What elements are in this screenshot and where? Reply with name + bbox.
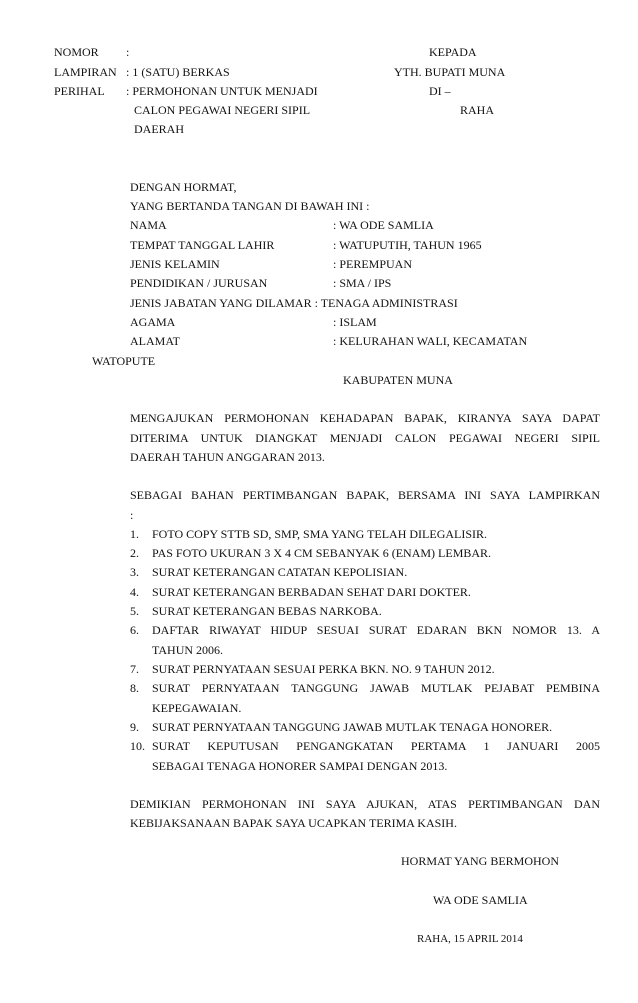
alamat-label: ALAMAT xyxy=(130,334,180,348)
perihal-value: : PERMOHONAN UNTUK MENJADI xyxy=(126,84,318,98)
list-item-continuation: KEPEGAWAIAN. xyxy=(152,701,242,715)
paragraph-request-line3: DAERAH TAHUN ANGGARAN 2013. xyxy=(130,450,325,464)
paragraph-request-line1: MENGAJUKAN PERMOHONAN KEHADAPAN BAPAK, KIRANYA SAYA DAPAT xyxy=(130,411,600,425)
list-item-number: 4. xyxy=(130,585,139,599)
list-item-number: 5. xyxy=(130,604,139,618)
list-item: SURAT KETERANGAN CATATAN KEPOLISIAN. xyxy=(152,565,408,579)
agama-value: : ISLAM xyxy=(333,315,377,329)
pendidikan-label: PENDIDIKAN / JURUSAN xyxy=(130,276,268,290)
pendidikan-value: : SMA / IPS xyxy=(333,276,392,290)
alamat-line3: KABUPATEN MUNA xyxy=(343,373,453,387)
list-item: FOTO COPY STTB SD, SMP, SMA YANG TELAH DILEGALISIR. xyxy=(152,527,488,541)
jabatan-line: JENIS JABATAN YANG DILAMAR : TENAGA ADMINISTRASI xyxy=(130,296,458,310)
paragraph-attachments-colon: : xyxy=(130,508,134,522)
perihal-line2: CALON PEGAWAI NEGERI SIPIL xyxy=(134,103,311,117)
recipient-bupati: YTH. BUPATI MUNA xyxy=(394,65,506,79)
nama-label: NAMA xyxy=(130,218,167,232)
perihal-label: PERIHAL xyxy=(54,84,105,98)
list-item-continuation: SEBAGAI TENAGA HONORER SAMPAI DENGAN 2013. xyxy=(152,759,448,773)
list-item-number: 8. xyxy=(130,681,139,695)
list-item-number: 3. xyxy=(130,565,139,579)
list-item: SURAT KETERANGAN BEBAS NARKOBA. xyxy=(152,604,382,618)
jenis-kelamin-label: JENIS KELAMIN xyxy=(130,257,220,271)
jenis-kelamin-value: : PEREMPUAN xyxy=(333,257,413,271)
list-item-number: 1. xyxy=(130,527,139,541)
list-item-continuation: TAHUN 2006. xyxy=(152,643,224,657)
lampiran-value: : 1 (SATU) BERKAS xyxy=(126,65,230,79)
list-item: SURAT KETERANGAN BERBADAN SEHAT DARI DOKTER. xyxy=(152,585,471,599)
alamat-line2: WATOPUTE xyxy=(92,354,156,368)
paragraph-request-line2: DITERIMA UNTUK DIANGKAT MENJADI CALON PEGAWAI NEGERI SIPIL xyxy=(130,431,600,445)
undersigned-intro: YANG BERTANDA TANGAN DI BAWAH INI : xyxy=(130,199,370,213)
list-item-number: 10. xyxy=(130,739,145,753)
agama-label: AGAMA xyxy=(130,315,176,329)
nomor-label: NOMOR xyxy=(54,45,99,59)
recipient-di: DI – xyxy=(429,84,451,98)
lampiran-label: LAMPIRAN xyxy=(54,65,117,79)
closing-line1: DEMIKIAN PERMOHONAN INI SAYA AJUKAN, ATAS PERTIMBANGAN DAN xyxy=(130,797,600,811)
ttl-value: : WATUPUTIH, TAHUN 1965 xyxy=(333,238,482,252)
nomor-colon: : xyxy=(126,45,130,59)
list-item: SURAT PERNYATAAN TANGGUNG JAWAB MUTLAK PEJABAT PEMBINA xyxy=(152,681,600,695)
list-item: SURAT PERNYATAAN TANGGUNG JAWAB MUTLAK TENAGA HONORER. xyxy=(152,720,553,734)
signature-closing: HORMAT YANG BERMOHON xyxy=(401,854,560,868)
recipient-raha: RAHA xyxy=(460,103,495,117)
list-item-number: 6. xyxy=(130,623,139,637)
paragraph-attachments-intro: SEBAGAI BAHAN PERTIMBANGAN BAPAK, BERSAMA INI SAYA LAMPIRKAN xyxy=(130,488,600,502)
list-item: SURAT KEPUTUSAN PENGANGKATAN PERTAMA 1 JANUARI 2005 xyxy=(152,739,600,753)
ttl-label: TEMPAT TANGGAL LAHIR xyxy=(130,238,275,252)
nama-value: : WA ODE SAMLIA xyxy=(333,218,434,232)
perihal-line3: DAERAH xyxy=(134,122,184,136)
list-item: PAS FOTO UKURAN 3 X 4 CM SEBANYAK 6 (ENAM) LEMBAR. xyxy=(152,546,492,560)
list-item-number: 9. xyxy=(130,720,139,734)
list-item-number: 2. xyxy=(130,546,139,560)
place-date: RAHA, 15 APRIL 2014 xyxy=(417,933,523,945)
list-item: DAFTAR RIWAYAT HIDUP SESUAI SURAT EDARAN BKN NOMOR 13. A xyxy=(152,623,600,637)
list-item-number: 7. xyxy=(130,662,139,676)
list-item: SURAT PERNYATAAN SESUAI PERKA BKN. NO. 9 TAHUN 2012. xyxy=(152,662,495,676)
signature-name: WA ODE SAMLIA xyxy=(433,893,528,907)
alamat-value: : KELURAHAN WALI, KECAMATAN xyxy=(333,334,528,348)
greeting: DENGAN HORMAT, xyxy=(130,180,237,194)
closing-line2: KEBIJAKSANAAN BAPAK SAYA UCAPKAN TERIMA KASIH. xyxy=(130,816,457,830)
recipient-kepada: KEPADA xyxy=(429,45,477,59)
